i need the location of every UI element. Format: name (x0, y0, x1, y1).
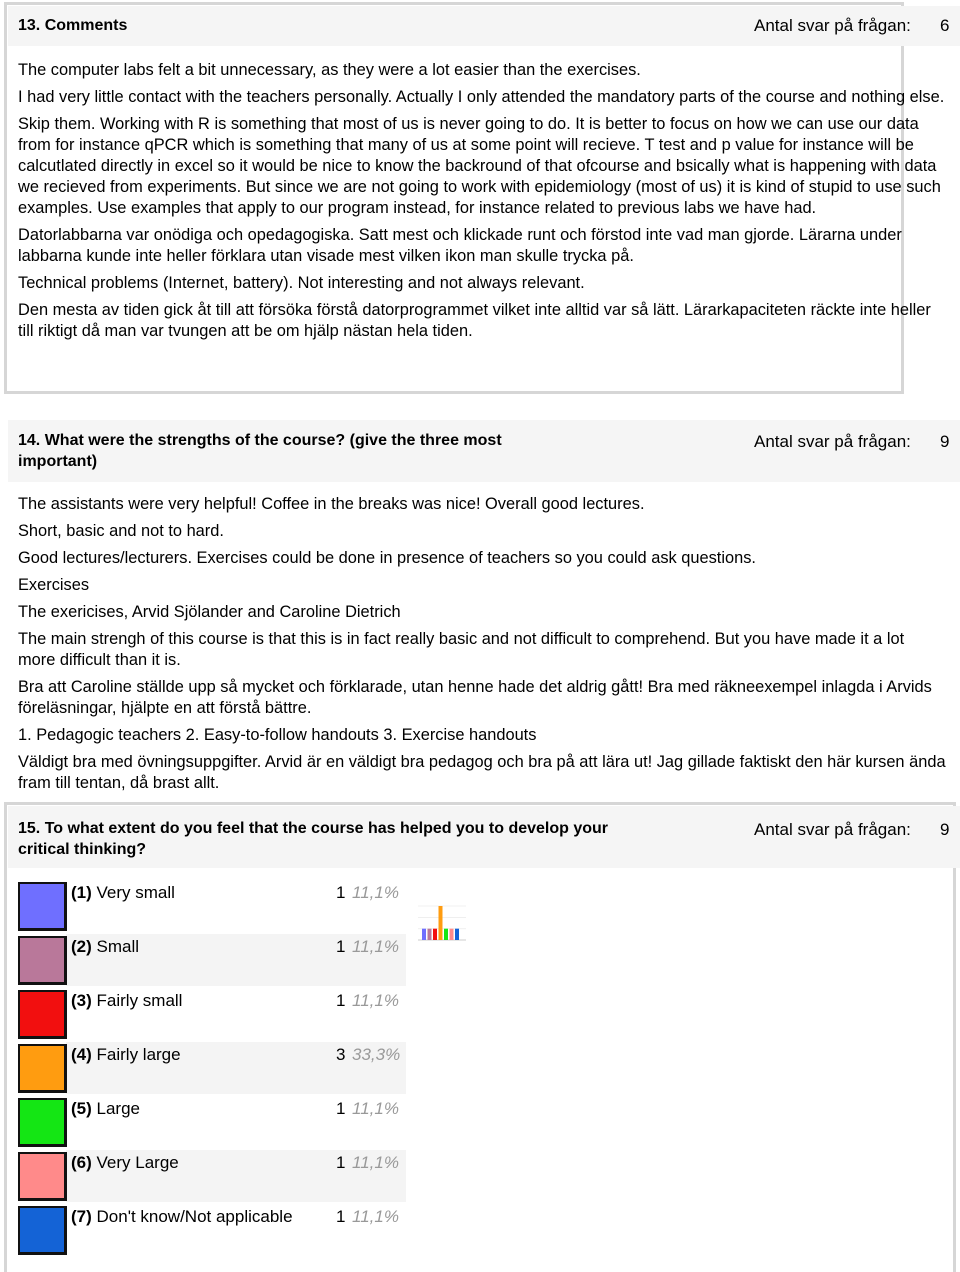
option-row-7 (18, 1204, 408, 1258)
answer-text: The exericises, Arvid Sjölander and Caroline Dietrich (18, 603, 401, 621)
option-count: 1 (336, 1153, 346, 1172)
option-percent: 11,1% (352, 937, 399, 956)
option-label (71, 882, 175, 904)
option-label (71, 1206, 293, 1228)
answer-text: Bra att Caroline ställde upp så mycket och förklarade, utan henne hade det aldrig gått! Bra med räkneexempel inlagda i Arvids föreläsningar, hjälpte en att förstå bättre. (18, 678, 932, 717)
color-swatch (18, 882, 67, 931)
q14-answers (18, 494, 946, 800)
q13-count: 6 (940, 16, 950, 35)
option-row-2 (18, 934, 408, 988)
option-number: (7) (71, 1207, 92, 1226)
option-text: Small (96, 937, 140, 956)
option-number: (2) (71, 937, 92, 956)
option-text: Don't know/Not applicable (96, 1207, 293, 1226)
q14-title: 14. What were the strengths of the course? (give the three most important) (18, 432, 502, 470)
option-row-5 (18, 1096, 408, 1150)
option-row-4 (18, 1042, 408, 1096)
mini-chart-bar (455, 929, 459, 940)
option-label (71, 1098, 140, 1120)
answer-text: The main strengh of this course is that this is in fact really basic and not difficult to comprehend. But you have made it a lot more difficult than it is. (18, 630, 905, 669)
mini-chart-bar (450, 929, 454, 940)
q15-count: 9 (940, 820, 950, 839)
answer-text: Exercises (18, 576, 90, 594)
answer-text: 1. Pedagogic teachers 2. Easy-to-follow handouts 3. Exercise handouts (18, 726, 537, 744)
option-label (71, 990, 182, 1012)
option-percent: 11,1% (352, 1099, 399, 1118)
q15-count-label: Antal svar på frågan: (754, 820, 911, 839)
answer-text: Good lectures/lecturers. Exercises could be done in presence of teachers so you could ask questions. (18, 549, 756, 567)
option-percent: 11,1% (352, 883, 399, 902)
answer-text: The assistants were very helpful! Coffee in the breaks was nice! Overall good lectures. (18, 495, 645, 513)
option-label (71, 1044, 181, 1066)
answer-text: Den mesta av tiden gick åt till att försöka förstå datorprogrammet vilket inte alltid var så lätt. Lärarkapaciteten räckte inte heller till riktigt då man var tvungen att be om hjälp nästan hela tiden. (18, 301, 931, 340)
answer-text: Skip them. Working with R is something that most of us is never going to do. It is better to focus on how we can use our data from for instance qPCR which is something that many of us at some point will recieve. T test and p value for instance will be calcutlated directly in excel so it would be nice to know the backround of that ofcourse and bsically what is happening with data we recieved from experiments. But since we are not going to work with epidemiology (most of us) it is kind of stupid to use such examples. Use examples that apply to our program instead, for instance related to previous labs we have had. (18, 115, 941, 217)
color-swatch (18, 1206, 67, 1255)
option-percent: 33,3% (352, 1045, 401, 1064)
q13-title: 13. Comments (18, 17, 128, 34)
option-percent: 11,1% (352, 991, 399, 1010)
option-count: 1 (336, 883, 346, 902)
answer-text: Technical problems (Internet, battery). Not interesting and not always relevant. (18, 274, 585, 292)
option-text: Large (96, 1099, 140, 1118)
color-swatch (18, 990, 67, 1039)
mini-chart-bar (433, 929, 437, 940)
option-label (71, 936, 139, 958)
answer-text: The computer labs felt a bit unnecessary, as they were a lot easier than the exercises. (18, 61, 641, 79)
mini-bar-chart (416, 896, 468, 944)
option-count: 1 (336, 1207, 346, 1226)
mini-chart-bar (439, 906, 443, 940)
option-count: 1 (336, 937, 346, 956)
mini-chart-bar (428, 929, 432, 940)
option-number: (1) (71, 883, 92, 902)
option-row-1 (18, 880, 408, 934)
option-number: (4) (71, 1045, 92, 1064)
option-text: Very Large (96, 1153, 179, 1172)
answer-text: Short, basic and not to hard. (18, 522, 224, 540)
color-swatch (18, 1152, 67, 1201)
option-number: (5) (71, 1099, 92, 1118)
option-row-3 (18, 988, 408, 1042)
option-count: 3 (336, 1045, 346, 1064)
color-swatch (18, 936, 67, 985)
option-percent: 11,1% (352, 1207, 399, 1226)
option-percent: 11,1% (352, 1153, 399, 1172)
option-text: Fairly small (96, 991, 183, 1010)
option-count: 1 (336, 991, 346, 1010)
option-count: 1 (336, 1099, 346, 1118)
answer-text: I had very little contact with the teachers personally. Actually I only attended the mandatory parts of the course and nothing else. (18, 88, 945, 106)
option-row-6 (18, 1150, 408, 1204)
mini-chart-bar (444, 929, 448, 940)
q14-count: 9 (940, 432, 950, 451)
answer-text: Väldigt bra med övningsuppgifter. Arvid är en väldigt bra pedagog och bra på att lära ut! Jag gillade faktiskt den här kursen ända fram till tentan, då brast allt. (18, 753, 946, 792)
option-label (71, 1152, 179, 1174)
option-number: (6) (71, 1153, 92, 1172)
q14-count-label: Antal svar på frågan: (754, 432, 911, 451)
option-number: (3) (71, 991, 92, 1010)
q13-count-label: Antal svar på frågan: (754, 16, 911, 35)
q15-title: 15. To what extent do you feel that the course has helped you to develop your critical thinking? (18, 820, 609, 858)
color-swatch (18, 1098, 67, 1147)
option-text: Very small (96, 883, 175, 902)
option-text: Fairly large (96, 1045, 181, 1064)
q13-answers (18, 60, 946, 348)
answer-text: Datorlabbarna var onödiga och opedagogiska. Satt mest och klickade runt och förstod inte vad man gjorde. Lärarna under labbarna kunde inte heller förklara utan visade mest vilken ikon man skulle trycka på. (18, 226, 902, 265)
mini-chart-bar (422, 929, 426, 940)
color-swatch (18, 1044, 67, 1093)
